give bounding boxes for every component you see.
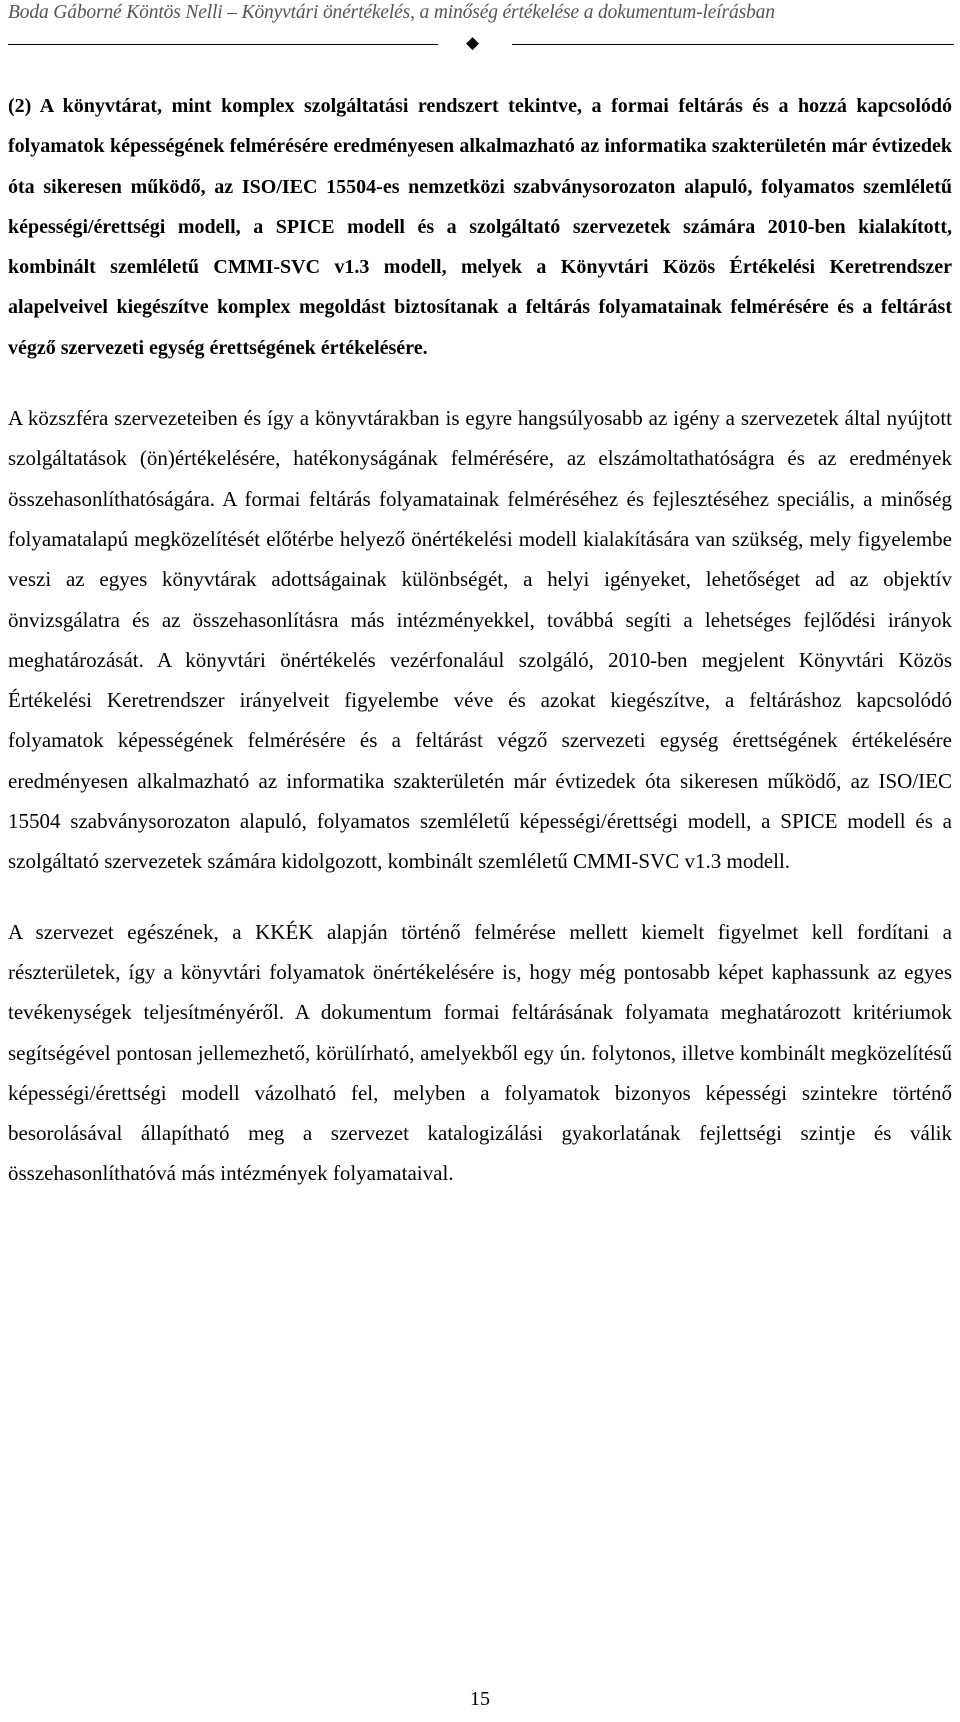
body-paragraph-kkek-assessment: A szervezet egészének, a KKÉK alapján történő felmérése mellett kiemelt figyelmet kell fordítani a részterületek, így a könyvtári folyamatok önértékelésére is, hogy még pontosabb képet kaphassunk az egyes tevékenységek teljesítményéről. A dokumentum formai feltárásának folyamata meghatározott kritériumok segítségével pontosan jellemezhető, körülírható, amelyekből egy ún. folytonos, illetve kombinált megközelítésű képességi/érettségi modell vázolható fel, melyben a folyamatok bizonyos képességi szintekre történő besorolásával állapítható meg a szervezet katalogizálási gyakorlatának fejlettségi szintje és válik összehasonlíthatóvá más intézmények folyamataival. bbox=[8, 919, 952, 1186]
header-rule-left bbox=[8, 44, 438, 45]
diamond-ornament-icon: ◆ bbox=[466, 33, 480, 52]
running-header: Boda Gáborné Köntös Nelli – Könyvtári önértékelés, a minőség értékelése a dokumentum-leírásban bbox=[8, 2, 775, 23]
page-body bbox=[8, 86, 952, 1194]
body-paragraph-public-sector: A közszféra szervezeteiben és így a könyvtárakban is egyre hangsúlyosabb az igény a szervezetek által nyújtott szolgáltatások (ön)értékelésére, hatékonyságának felmérésére, az elszámoltathatóságra és az eredmények összehasonlíthatóságára. A formai feltárás folyamatainak felméréséhez és fejlesztéséhez speciális, a minőség folyamatalapú megközelítését előtérbe helyező önértékelési modell kialakítására van szükség, mely figyelembe veszi az egyes könyvtárak adottságainak különbségét, a helyi igényeket, lehetőséget ad az objektív önvizsgálatra és az összehasonlításra más intézményekkel, továbbá segíti a lehetséges fejlődési irányok meghatározását. A könyvtári önértékelés vezérfonalául szolgáló, 2010-ben megjelent Könyvtári Közös Értékelési Keretrendszer irányelveit figyelembe véve és azokat kiegészítve, a feltáráshoz kapcsolódó folyamatok képességének felmérésére és a feltárást végző szervezeti egység érettségének értékelésére eredményesen alkalmazható az informatika szakterületén már évtizedek óta sikeresen működő, az ISO/IEC 15504 szabványsorozaton alapuló, folyamatos szemléletű képességi/érettségi modell, a SPICE modell és a szolgáltató szervezetek számára kidolgozott, kombinált szemléletű CMMI-SVC v1.3 modell. bbox=[8, 406, 952, 874]
header-rule-right bbox=[512, 44, 954, 45]
thesis-paragraph: (2) A könyvtárat, mint komplex szolgáltatási rendszert tekintve, a formai feltárás és a hozzá kapcsolódó folyamatok képességének felmérésére eredményesen alkalmazható az informatika szakterületén már évtizedek óta sikeresen működő, az ISO/IEC 15504-es nemzetközi szabványsorozaton alapuló, folyamatos szemléletű képességi/érettségi modell, a SPICE modell és a szolgáltató szervezetek számára 2010-ben kialakított, kombinált szemléletű CMMI-SVC v1.3 modell, melyek a Könyvtári Közös Értékelési Keretrendszer alapelveivel kiegészítve komplex megoldást biztosítanak a feltárás folyamatainak felmérésére és a feltárást végző szervezeti egység érettségének értékelésére. bbox=[8, 95, 952, 359]
page-number: 15 bbox=[470, 1688, 490, 1710]
